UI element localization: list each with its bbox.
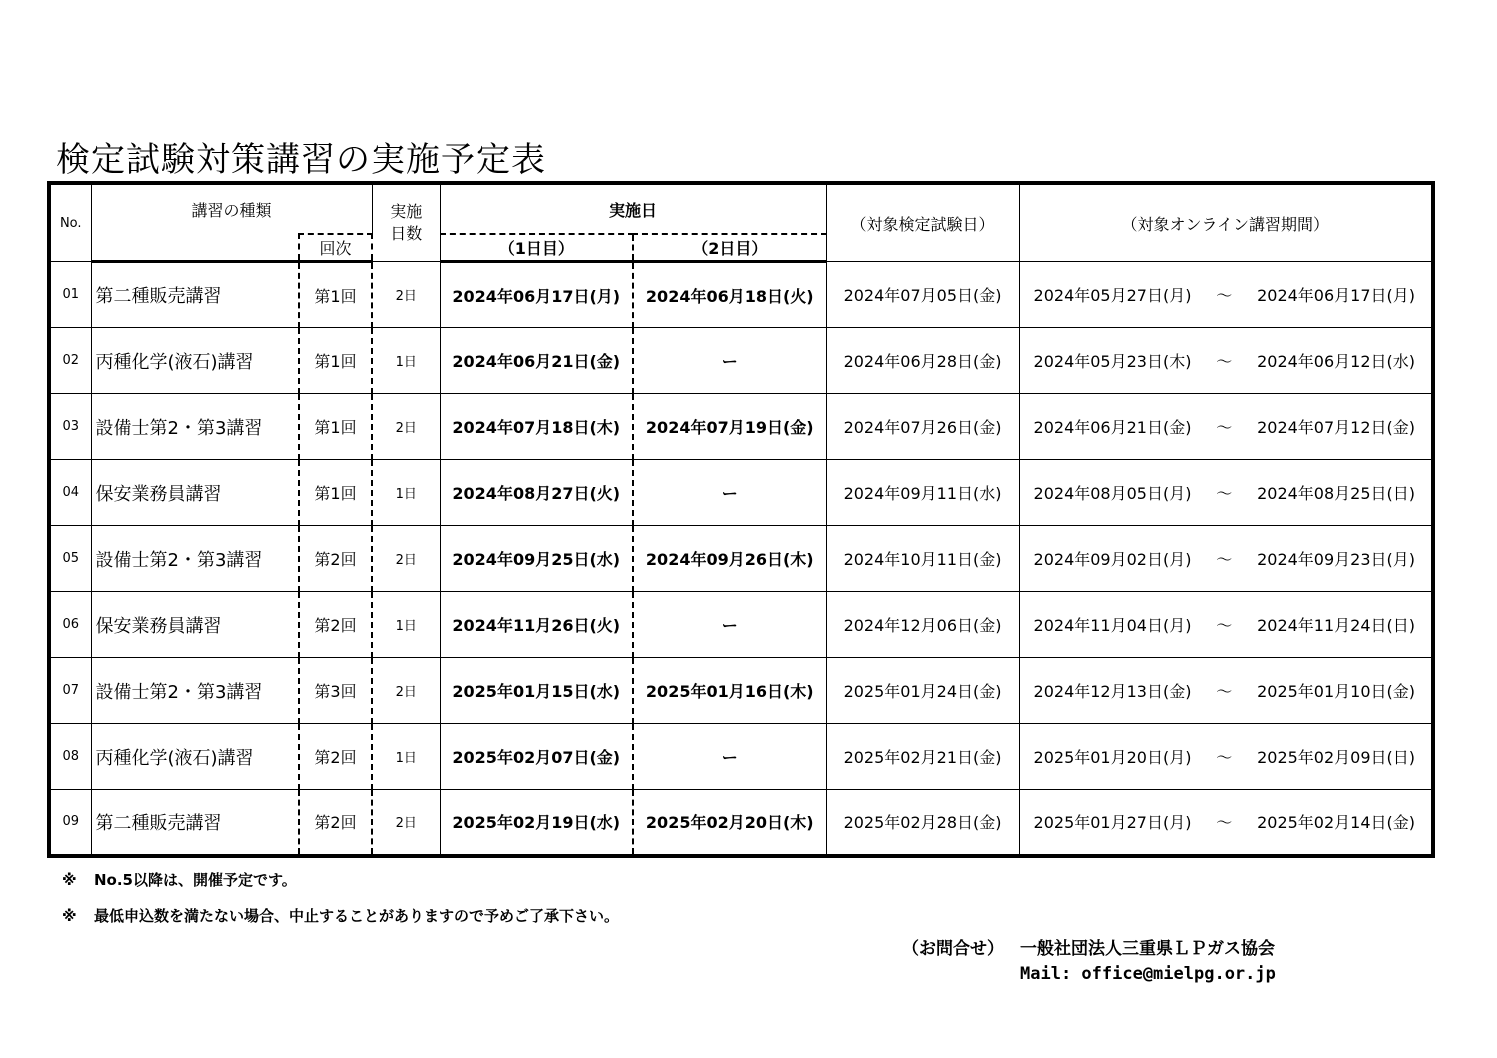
row-day1: 2024年06月17日(月) (440, 262, 633, 328)
tilde: ～ (1216, 352, 1233, 371)
row-day1: 2025年02月07日(金) (440, 724, 633, 790)
row-no: 07 (49, 658, 91, 724)
table-row (49, 460, 1433, 526)
row-course: 第二種販売講習 (91, 790, 299, 856)
row-exam-date: 2024年12月06日(金) (826, 592, 1019, 658)
online-end: 2024年06月12日(水) (1257, 352, 1416, 371)
contact-label: （お問合せ） (902, 939, 1004, 959)
online-end: 2025年01月10日(金) (1257, 682, 1416, 701)
row-no: 09 (49, 790, 91, 856)
row-round: 第2回 (299, 790, 372, 856)
row-course: 設備士第2・第3講習 (91, 394, 299, 460)
row-days: 1日 (372, 592, 440, 658)
header-online: （対象オンライン講習期間） (1019, 183, 1433, 262)
row-day1: 2024年09月25日(水) (440, 526, 633, 592)
row-day2: ー (633, 328, 826, 394)
note-text: 最低申込数を満たない場合、中止することがありますので予めご了承下さい。 (94, 907, 620, 925)
row-no: 06 (49, 592, 91, 658)
row-exam-date: 2024年09月11日(水) (826, 460, 1019, 526)
note-schedule (62, 869, 297, 890)
row-no: 04 (49, 460, 91, 526)
row-day2: ー (633, 592, 826, 658)
row-online-period (1019, 790, 1433, 856)
online-start: 2024年05月27日(月) (1033, 286, 1192, 305)
table-row (49, 262, 1433, 328)
row-round: 第1回 (299, 394, 372, 460)
row-day1: 2025年02月19日(水) (440, 790, 633, 856)
row-round: 第1回 (299, 262, 372, 328)
note-mark: ※ (62, 907, 77, 925)
online-end: 2024年11月24日(日) (1257, 616, 1416, 635)
row-day1: 2024年08月27日(火) (440, 460, 633, 526)
row-days: 2日 (372, 394, 440, 460)
tilde: ～ (1216, 813, 1233, 833)
row-day2: ー (633, 724, 826, 790)
table-row (49, 724, 1433, 790)
row-course: 設備士第2・第3講習 (91, 658, 299, 724)
row-no: 03 (49, 394, 91, 460)
note-cancellation (62, 905, 619, 926)
online-end: 2025年02月14日(金) (1257, 813, 1416, 833)
tilde: ～ (1216, 418, 1233, 437)
online-end: 2024年06月17日(月) (1257, 286, 1416, 305)
online-start: 2024年06月21日(金) (1033, 418, 1192, 437)
table-row (49, 658, 1433, 724)
row-online-period (1019, 526, 1433, 592)
row-day1: 2024年11月26日(火) (440, 592, 633, 658)
row-day2: 2024年07月19日(金) (633, 394, 826, 460)
tilde: ～ (1216, 484, 1233, 503)
note-mark: ※ (62, 871, 77, 889)
row-round: 第1回 (299, 328, 372, 394)
row-exam-date: 2025年01月24日(金) (826, 658, 1019, 724)
online-start: 2025年01月27日(月) (1033, 813, 1192, 833)
row-days: 1日 (372, 328, 440, 394)
row-round: 第2回 (299, 724, 372, 790)
online-start: 2025年01月20日(月) (1033, 748, 1192, 767)
row-course: 丙種化学(液石)講習 (91, 328, 299, 394)
row-online-period (1019, 328, 1433, 394)
row-no: 08 (49, 724, 91, 790)
row-online-period (1019, 262, 1433, 328)
row-day2: 2024年06月18日(火) (633, 262, 826, 328)
row-day2: ー (633, 460, 826, 526)
row-online-period (1019, 460, 1433, 526)
row-exam-date: 2025年02月28日(金) (826, 790, 1019, 856)
row-day2: 2025年02月20日(木) (633, 790, 826, 856)
header-no: No. (49, 183, 91, 262)
note-text: No.5以降は、開催予定です。 (94, 871, 297, 889)
header-days: 実施日数 (372, 183, 440, 262)
row-days: 1日 (372, 724, 440, 790)
row-exam-date: 2024年07月05日(金) (826, 262, 1019, 328)
online-end: 2024年07月12日(金) (1257, 418, 1416, 437)
page-title: 検定試験対策講習の実施予定表 (56, 140, 546, 180)
row-no: 02 (49, 328, 91, 394)
tilde: ～ (1216, 616, 1233, 635)
row-exam-date: 2024年06月28日(金) (826, 328, 1019, 394)
row-day2: 2024年09月26日(木) (633, 526, 826, 592)
online-end: 2024年09月23日(月) (1257, 550, 1416, 569)
tilde: ～ (1216, 286, 1233, 305)
tilde: ～ (1216, 550, 1233, 569)
online-start: 2024年05月23日(木) (1033, 352, 1192, 371)
online-start: 2024年11月04日(月) (1033, 616, 1192, 635)
header-day1: （1日目） (440, 234, 633, 262)
online-start: 2024年12月13日(金) (1033, 682, 1192, 701)
tilde: ～ (1216, 748, 1233, 767)
row-days: 1日 (372, 460, 440, 526)
row-exam-date: 2024年07月26日(金) (826, 394, 1019, 460)
table-header (49, 183, 1433, 262)
row-online-period (1019, 394, 1433, 460)
row-online-period (1019, 724, 1433, 790)
contact-organization: 一般社団法人三重県ＬＰガス協会 (1020, 939, 1275, 959)
row-online-period (1019, 658, 1433, 724)
header-round: 回次 (299, 234, 372, 262)
online-end: 2025年02月09日(日) (1257, 748, 1416, 767)
row-days: 2日 (372, 262, 440, 328)
row-exam-date: 2024年10月11日(金) (826, 526, 1019, 592)
table-row (49, 394, 1433, 460)
row-course: 第二種販売講習 (91, 262, 299, 328)
header-exam: （対象検定試験日） (826, 183, 1019, 262)
row-day1: 2024年07月18日(木) (440, 394, 633, 460)
online-start: 2024年09月02日(月) (1033, 550, 1192, 569)
header-day2: （2日目） (633, 234, 826, 262)
row-course: 丙種化学(液石)講習 (91, 724, 299, 790)
row-course: 設備士第2・第3講習 (91, 526, 299, 592)
contact-email: Mail: office@mielpg.or.jp (1020, 964, 1276, 984)
row-no: 01 (49, 262, 91, 328)
row-days: 2日 (372, 790, 440, 856)
table-row (49, 790, 1433, 856)
row-online-period (1019, 592, 1433, 658)
row-round: 第2回 (299, 526, 372, 592)
row-day1: 2025年01月15日(水) (440, 658, 633, 724)
row-day2: 2025年01月16日(木) (633, 658, 826, 724)
table-row (49, 592, 1433, 658)
tilde: ～ (1216, 682, 1233, 701)
row-course: 保安業務員講習 (91, 460, 299, 526)
header-course: 講習の種類 (91, 183, 372, 234)
row-round: 第2回 (299, 592, 372, 658)
row-day1: 2024年06月21日(金) (440, 328, 633, 394)
row-days: 2日 (372, 658, 440, 724)
online-start: 2024年08月05日(月) (1033, 484, 1192, 503)
row-round: 第1回 (299, 460, 372, 526)
row-course: 保安業務員講習 (91, 592, 299, 658)
online-end: 2024年08月25日(日) (1257, 484, 1416, 503)
header-course-spacer (91, 234, 299, 262)
row-exam-date: 2025年02月21日(金) (826, 724, 1019, 790)
row-round: 第3回 (299, 658, 372, 724)
table-row (49, 328, 1433, 394)
table-body (49, 262, 1433, 856)
schedule-table (47, 181, 1435, 858)
row-days: 2日 (372, 526, 440, 592)
header-dates: 実施日 (440, 183, 826, 234)
row-no: 05 (49, 526, 91, 592)
table-row (49, 526, 1433, 592)
